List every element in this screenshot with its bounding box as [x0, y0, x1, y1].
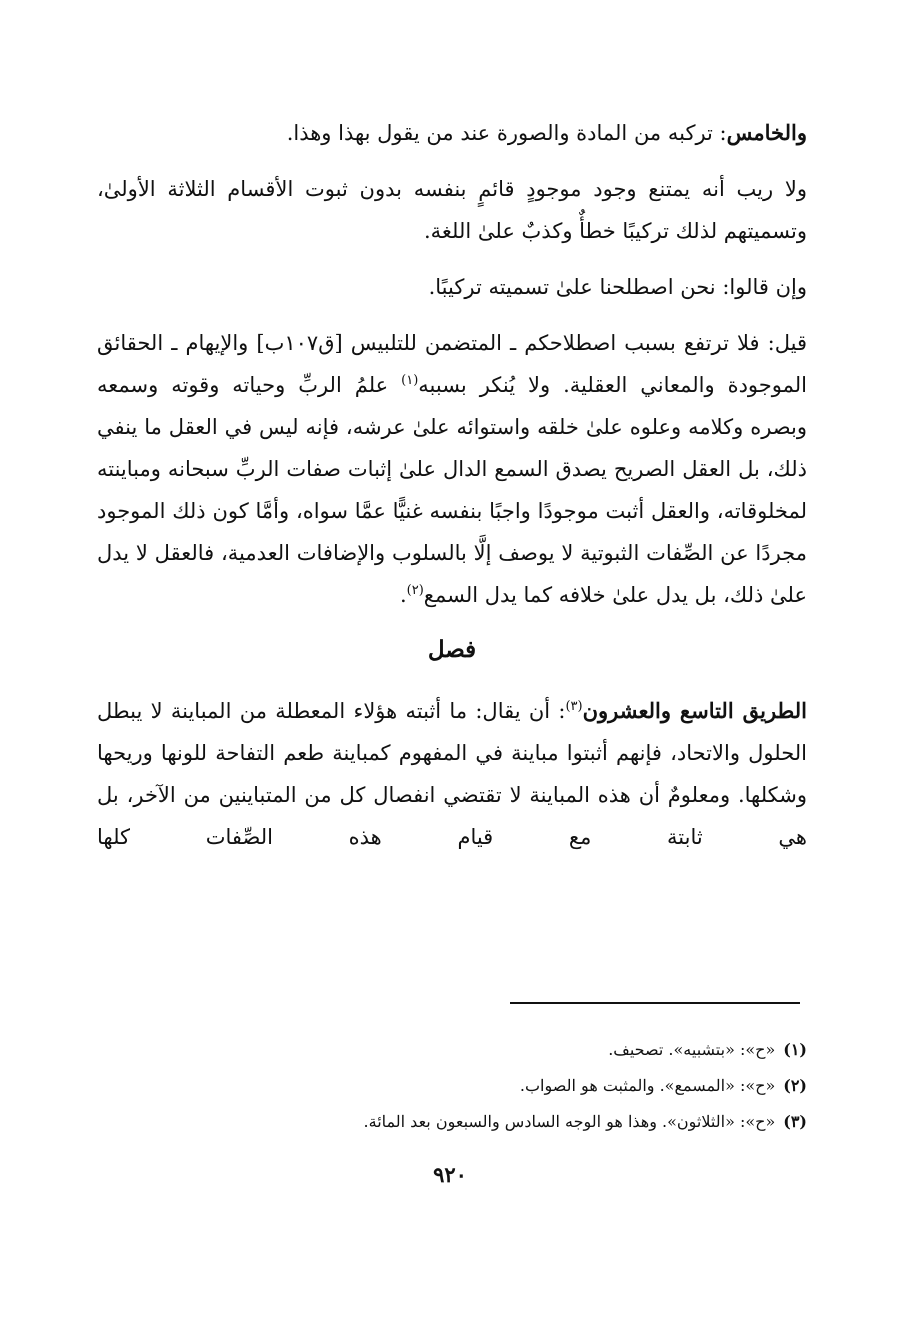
- paragraph-if-they-said: [97, 266, 807, 308]
- footnote-number: (٢): [783, 1076, 807, 1095]
- paragraph-lead: والخامس: [726, 120, 807, 145]
- footnote: [97, 1068, 807, 1104]
- footnote-number: (١): [783, 1040, 807, 1059]
- footnote: [97, 1032, 807, 1068]
- footnote-marker[interactable]: (١): [401, 373, 419, 388]
- footnote-text: «ح»: «الثلاثون». وهذا هو الوجه السادس والسبعون بعد المائة.: [363, 1112, 776, 1131]
- paragraph-text: : تركبه من المادة والصورة عند من يقول بهذا وهذا.: [286, 121, 727, 145]
- footnote-number: (٣): [783, 1112, 807, 1131]
- paragraph-lead: الطريق التاسع والعشرون: [582, 698, 807, 723]
- footnote-marker[interactable]: (٢): [406, 583, 424, 598]
- paragraph-text: علمُ الربِّ وحياته وقوته وسمعه وبصره وكلامه وعلوه علىٰ خلقه واستوائه علىٰ عرشه، فإنه ليس في العقل ما ينفي ذلك، بل العقل الصريح يصدق السمع الدال علىٰ إثبات صفات الربِّ سبحانه ومباينته لمخلوقاته، والعقل أثبت موجودًا واجبًا بنفسه غنيًّا عمَّا سواه، وأمَّا كون ذلك الموجود مجردًا عن الصِّفات الثبوتية لا يوصف إلَّا بالسلوب والإضافات العدمية، فالعقل لا يدل علىٰ ذلك، بل يدل علىٰ خلافه كما يدل السمع: [97, 373, 807, 607]
- paragraph-way-29: [97, 690, 807, 858]
- paragraph-no-doubt: [97, 168, 807, 252]
- paragraph-text: ولا ريب أنه يمتنع وجود موجودٍ قائمٍ بنفسه بدون ثبوت الأقسام الثلاثة الأولىٰ، وتسميتهم لذلك تركيبًا خطأٌ وكذبٌ علىٰ اللغة.: [97, 177, 807, 243]
- paragraph-fifth: [97, 112, 807, 154]
- paragraph-text: .: [399, 583, 407, 607]
- main-text: [97, 112, 807, 858]
- paragraph-reply: [97, 322, 807, 616]
- footnote-text: «ح»: «المسمع». والمثبت هو الصواب.: [519, 1076, 776, 1095]
- page-number: ٩٢٠: [433, 1162, 467, 1187]
- paragraph-text: : أن يقال: ما أثبته هؤلاء المعطلة من المباينة لا يبطل الحلول والاتحاد، فإنهم أثبتوا مباينة في المفهوم كمباينة طعم التفاحة للونها وريحها وشكلها. ومعلومٌ أن هذه المباينة لا تقتضي انفصال كل من المتباينين من الآخر، بل هي ثابتة مع قيام هذه الصِّفات كلها: [97, 699, 807, 849]
- footnote-text: «ح»: «بتشبيه». تصحيف.: [608, 1040, 776, 1059]
- footnote-marker[interactable]: (٣): [565, 699, 583, 714]
- paragraph-text: وإن قالوا: نحن اصطلحنا علىٰ تسميته تركيبًا.: [428, 275, 807, 299]
- section-heading: فصل: [427, 636, 477, 663]
- footnote-divider: [510, 1002, 800, 1004]
- footnote: [97, 1104, 807, 1140]
- paragraph-text: قيل: فلا ترتفع بسبب اصطلاحكم ـ المتضمن للتلبيس [ق١٠٧ب] والإيهام ـ الحقائق الموجودة والمعاني العقلية. ولا يُنكر بسببه: [97, 331, 807, 397]
- footnotes: [97, 1032, 807, 1140]
